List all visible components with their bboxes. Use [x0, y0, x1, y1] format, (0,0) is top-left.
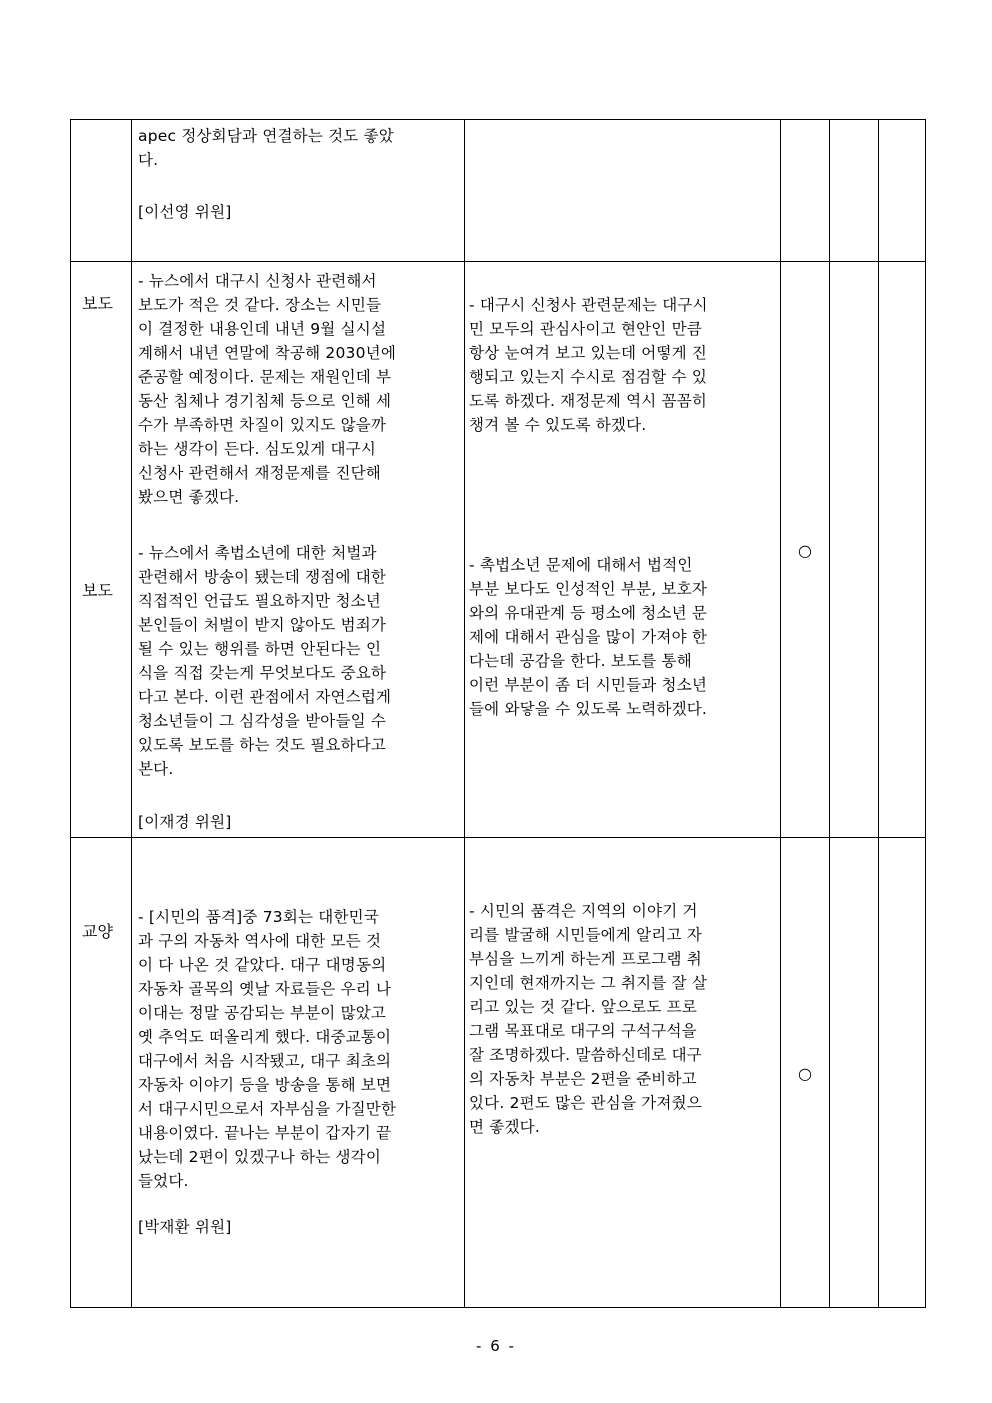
page-number: - 6 - — [476, 1337, 516, 1355]
member-name: [박재환 위원] — [138, 1218, 232, 1236]
member-name: [이재경 위원] — [138, 813, 232, 831]
row-divider — [71, 261, 925, 262]
opinion-text: apec 정상회담과 연결하는 것도 좋았 다. — [138, 127, 394, 169]
check-mark: ○ — [798, 541, 812, 560]
response-text: - 대구시 신청사 관련문제는 대구시 민 모두의 관심사이고 현안인 만큼 항상 눈여겨 보고 있는데 어떻게 진 행되고 있는지 수시로 점검할 수 있 도록 하겠다. 재정문제 역시 꼼꼼히 챙겨 볼 수 있도록 하겠다. — [469, 296, 708, 434]
opinion-text: - 뉴스에서 촉법소년에 대한 처벌과 관련해서 방송이 됐는데 쟁점에 대한 직접적인 언급도 필요하지만 청소년 본인들이 처벌이 받지 않아도 범죄가 될 수 있는 행위를 하면 안된다는 인 식을 직접 갖는게 무엇보다도 중요하 다고 본다. 이런 관점에서 자연스럽게 청소년들이 그 심각성을 받아들일 수 있도록 보도를 하는 것도 필요하다고 본다. — [138, 544, 392, 778]
column-divider — [464, 120, 465, 1307]
category-label: 교양 — [82, 922, 113, 941]
column-divider — [131, 120, 132, 1307]
member-name: [이선영 위원] — [138, 203, 232, 221]
category-label: 보도 — [82, 294, 113, 313]
column-divider — [829, 120, 830, 1307]
minutes-table — [70, 119, 926, 1308]
category-label: 보도 — [82, 581, 113, 600]
check-mark: ○ — [798, 1064, 812, 1083]
row-divider — [71, 837, 925, 838]
opinion-text: - 뉴스에서 대구시 신청사 관련해서 보도가 적은 것 같다. 장소는 시민들 이 결정한 내용인데 내년 9월 실시설 계해서 내년 연말에 착공해 2030년에 준공할 예정이다. 문제는 재원인데 부 동산 침체나 경기침체 등으로 인해 세 수가 부족하면 차질이 있지도 않을까 하는 생각이 든다. 심도있게 대구시 신청사 관련해서 재정문제를 진단해 봤으면 좋겠다. — [138, 272, 397, 506]
column-divider — [878, 120, 879, 1307]
response-text: - 촉법소년 문제에 대해서 법적인 부분 보다도 인성적인 부분, 보호자 와의 유대관계 등 평소에 청소년 문 제에 대해서 관심을 많이 가져야 한 다는데 공감을 한다. 보도를 통해 이런 부분이 좀 더 시민들과 청소년 들에 와닿을 수 있도록 노력하겠다. — [469, 556, 708, 718]
opinion-text: - [시민의 품격]중 73회는 대한민국 과 구의 자동차 역사에 대한 모든 것 이 다 나온 것 같았다. 대구 대명동의 자동차 골목의 옛날 자료들은 우리 나 이대는 정말 공감되는 부분이 많았고 옛 추억도 떠올리게 했다. 대중교통이 대구에서 처음 시작됐고, 대구 최초의 자동차 이야기 등을 방송을 통해 보면 서 대구시민으로서 자부심을 가질만한 내용이였다. 끝나는 부분이 갑자기 끝 났는데 2편이 있겠구나 하는 생각이 들었다. — [138, 908, 397, 1190]
response-text: - 시민의 품격은 지역의 이야기 거 리를 발굴해 시민들에게 알리고 자 부심을 느끼게 하는게 프로그램 취 지인데 현재까지는 그 취지를 잘 살 리고 있는 것 같다. 앞으로도 프로 그램 목표대로 대구의 구석구석을 잘 조명하겠다. 말씀하신데로 대구 의 자동차 부분은 2편을 준비하고 있다. 2편도 많은 관심을 가져줬으 면 좋겠다. — [469, 902, 708, 1136]
column-divider — [780, 120, 781, 1307]
